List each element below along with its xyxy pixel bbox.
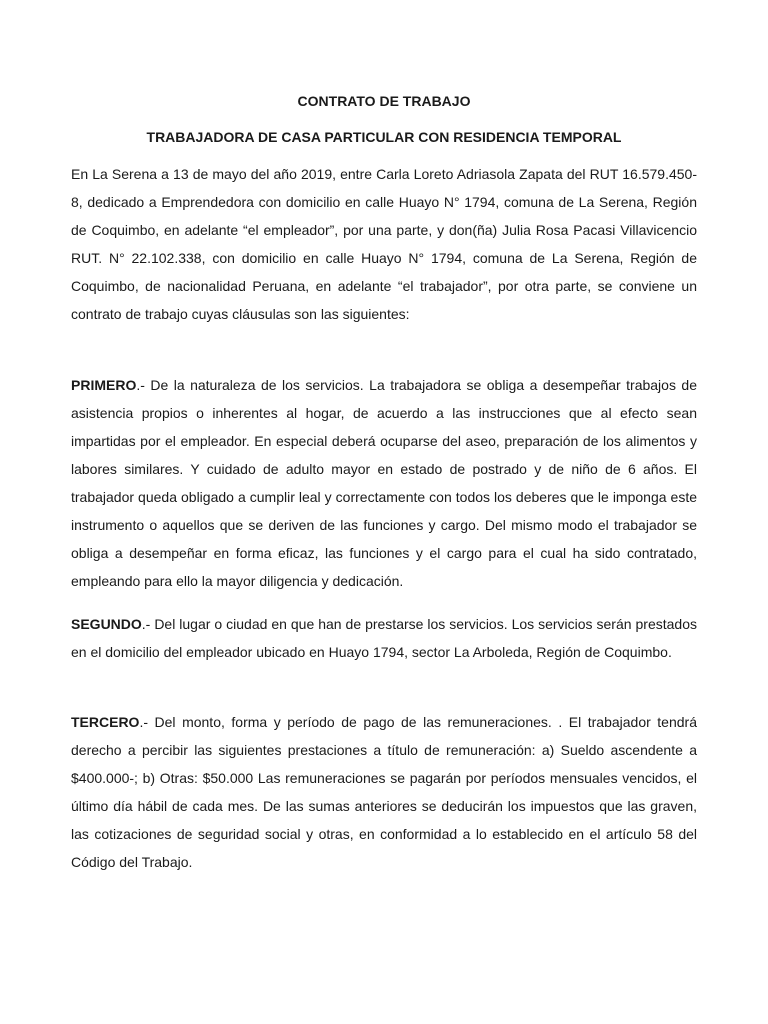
clause-text: .- De la naturaleza de los servicios. La trabajadora se obliga a desempeñar trabajos de asistencia propios o inherentes al hogar, de acuerdo a las instrucciones que al efecto sean impartidas por el empleador. En especial deberá ocuparse del aseo, preparación de los alimentos y labores similares. Y cuidado de adulto mayor en estado de postrado y de niño de 6 años. El trabajador queda obligado a cumplir leal y correctamente con todos los deberes que le imponga este instrumento o aquellos que se deriven de las funciones y cargo. Del mismo modo el trabajador se obliga a desempeñar en forma eficaz, las funciones y el cargo para el cual ha sido contratado, empleando para ello la mayor diligencia y dedicación. <box>71 377 697 589</box>
document-subtitle: TRABAJADORA DE CASA PARTICULAR CON RESIDENCIA TEMPORAL <box>146 129 622 145</box>
clause-heading: SEGUNDO <box>71 616 142 632</box>
document-title: CONTRATO DE TRABAJO <box>297 93 471 109</box>
clause-primero <box>71 371 697 595</box>
clause-tercero <box>71 708 697 876</box>
clause-heading: TERCERO <box>71 714 140 730</box>
clause-segundo <box>71 610 697 666</box>
clause-heading: PRIMERO <box>71 377 137 393</box>
clause-text: .- Del lugar o ciudad en que han de prestarse los servicios. Los servicios serán prestados en el domicilio del empleador ubicado en Huayo 1794, sector La Arboleda, Región de Coquimbo. <box>71 616 697 660</box>
clause-text: .- Del monto, forma y período de pago de las remuneraciones. . El trabajador tendrá derecho a percibir las siguientes prestaciones a título de remuneración: a) Sueldo ascendente a $400.000-; b) Otras: $50.000 Las remuneraciones se pagarán por períodos mensuales vencidos, el último día hábil de cada mes. De las sumas anteriores se deducirán los impuestos que las graven, las cotizaciones de seguridad social y otras, en conformidad a lo establecido en el artículo 58 del Código del Trabajo. <box>71 714 697 870</box>
intro-paragraph: En La Serena a 13 de mayo del año 2019, entre Carla Loreto Adriasola Zapata del RUT 16.579.450-8, dedicado a Emprendedora con domicilio en calle Huayo N° 1794, comuna de La Serena, Región de Coquimbo, en adelante “el empleador”, por una parte, y don(ña) Julia Rosa Pacasi Villavicencio RUT. N° 22.102.338, con domicilio en calle Huayo N° 1794, comuna de La Serena, Región de Coquimbo, de nacionalidad Peruana, en adelante “el trabajador”, por otra parte, se conviene un contrato de trabajo cuyas cláusulas son las siguientes: <box>71 166 697 322</box>
